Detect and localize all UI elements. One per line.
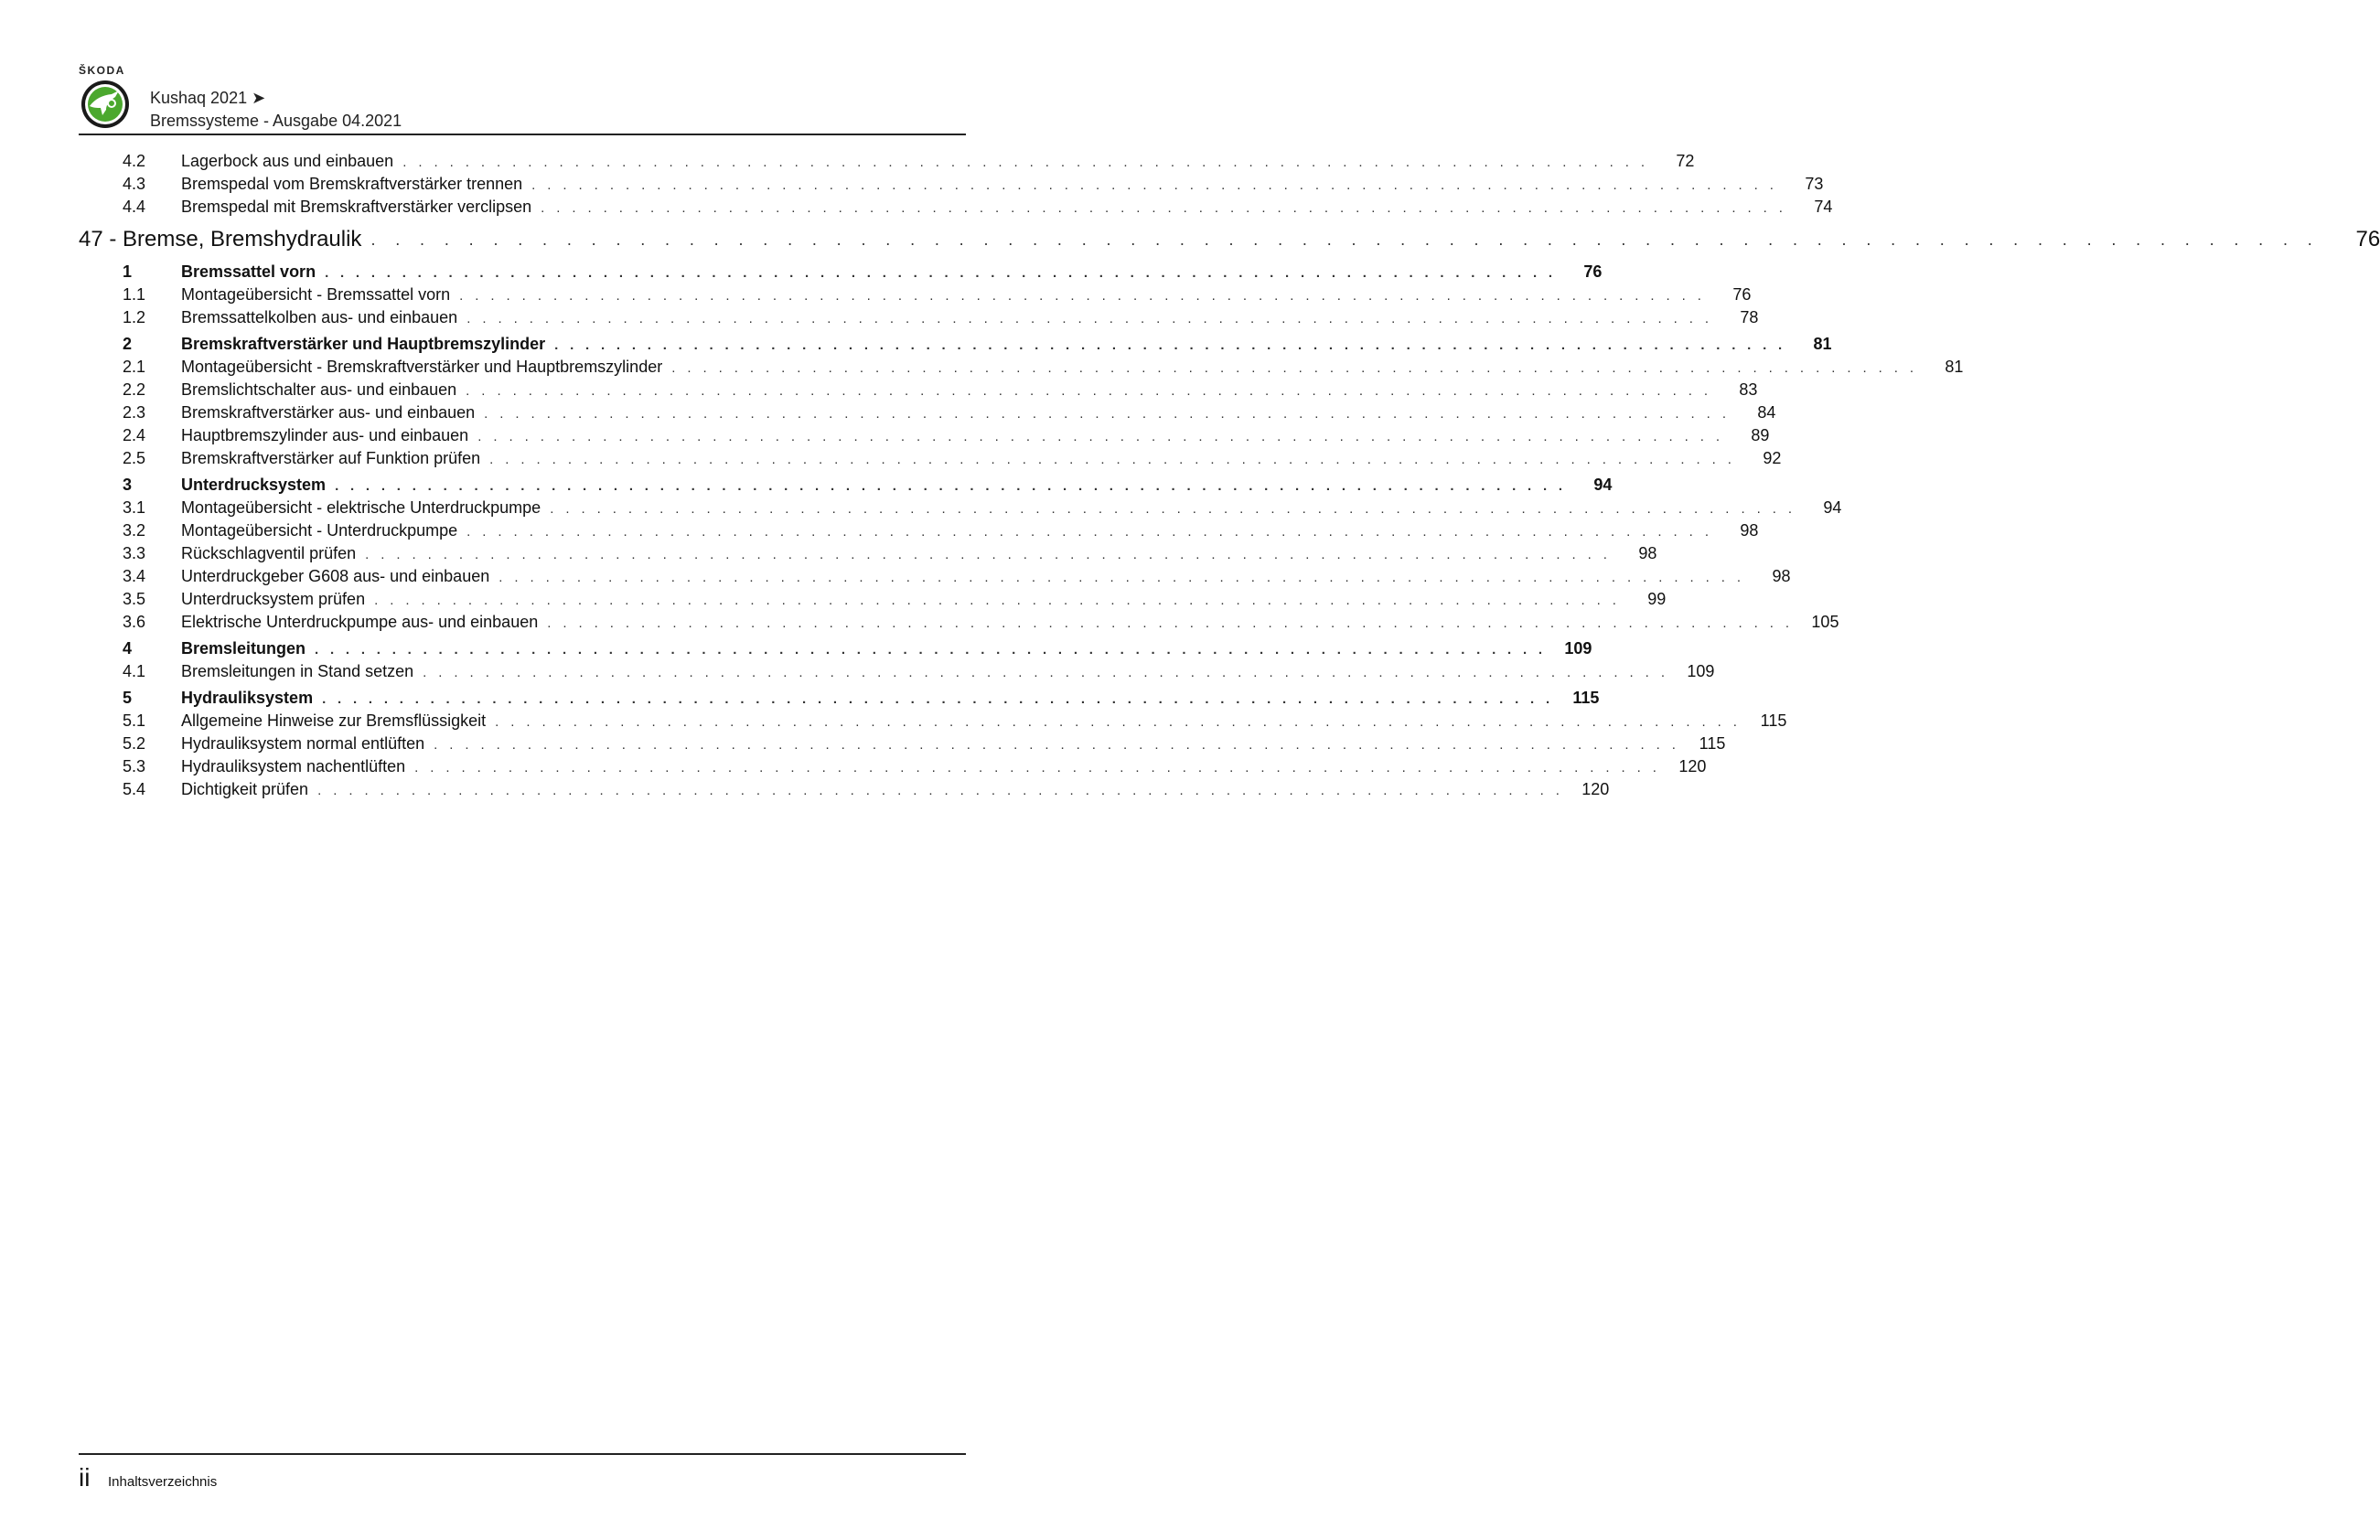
toc-entry-title: Unterdrucksystem: [181, 476, 327, 494]
header-divider: [79, 134, 966, 135]
toc-section-entry[interactable]: [79, 689, 1600, 711]
toc-entry-page: 94: [1823, 498, 1842, 517]
toc-entry-title: Bremslichtschalter aus- und einbauen: [181, 380, 457, 399]
toc-entry-page: 73: [1805, 175, 1824, 193]
toc-subsection-entry[interactable]: [79, 403, 1776, 426]
toc-dot-leader: . . . . . . . . . . . . . . . . . . . . . . . . . . . . . . . . . . . . . . . . . . . . . . . . . . . . . . . . . . . . . . . . . . . . . . . . . . . . . . . .: [550, 501, 1796, 517]
toc-dot-leader: . . . . . . . . . . . . . . . . . . . . . . . . . . . . . . . . . . . . . . . . . . . . . . . . . . . . . . . . . . . . . . . . . . . . . . . . . . . . . . . .: [495, 714, 1742, 730]
toc-entry-number: 5.4: [123, 780, 146, 798]
toc-subsection-entry[interactable]: [79, 498, 1842, 521]
toc-subsection-entry[interactable]: [79, 521, 1759, 544]
toc-subsection-entry[interactable]: [79, 198, 1833, 220]
toc-entry-page: 81: [1813, 335, 1832, 353]
toc-entry-page: 72: [1676, 152, 1695, 170]
toc-entry-page: 99: [1647, 590, 1667, 608]
toc-entry-title: Bremsleitungen in Stand setzen: [181, 662, 414, 680]
toc-dot-leader: . . . . . . . . . . . . . . . . . . . . . . . . . . . . . . . . . . . . . . . . . . . . . . . . . . . . . . . . . . . . . . . . . . . . . . . . . . . . . . . .: [325, 265, 1557, 281]
toc-entry-number: 5.3: [123, 757, 146, 775]
toc-entry-number: 3.1: [123, 498, 146, 517]
toc-entry-title: Hydrauliksystem nachentlüften: [181, 757, 406, 775]
toc-entry-number: 3.5: [123, 590, 146, 608]
toc-entry-title: Bremssattel vorn: [181, 262, 316, 281]
toc-entry-title: Unterdrucksystem prüfen: [181, 590, 366, 608]
toc-entry-number: 3: [123, 476, 133, 494]
toc-section-entry[interactable]: [79, 476, 1613, 498]
toc-dot-leader: . . . . . . . . . . . . . . . . . . . . . . . . . . . . . . . . . . . . . . . . . . . . . . . . . . . . . . . . . . . . . . . . . . . . . . . . . . . . . . . .: [402, 155, 1649, 170]
toc-entry-page: 98: [1772, 567, 1791, 585]
toc-dot-leader: . . . . . . . . . . . . . . . . . . . . . . . . . . . . . . . . . . . . . . . . . . . . . . . . . . . . . . . . . . . . . . . . . . . . . . . . . . . . . . . .: [541, 200, 1787, 216]
toc-section-entry[interactable]: [79, 335, 1832, 358]
toc-entry-number: 2: [123, 335, 133, 353]
toc-entry-title: Bremskraftverstärker aus- und einbauen: [181, 403, 476, 422]
toc-subsection-entry[interactable]: [79, 285, 1752, 308]
toc-entry-page: 105: [1811, 613, 1839, 631]
toc-subsection-entry[interactable]: [79, 175, 1824, 198]
toc-dot-leader: . . . . . . . . . . . . . . . . . . . . . . . . . . . . . . . . . . . . . . . . . . . . . . . . . . . . . . . . . . . . . . . . . . . . . . . . . . . . . . . .: [315, 642, 1547, 658]
toc-entry-number: 3.6: [123, 613, 146, 631]
toc-entry-page: 109: [1687, 662, 1715, 680]
toc-entry-page: 98: [1638, 544, 1657, 562]
toc-entry-page: 92: [1763, 449, 1782, 467]
toc-entry-number: 4.4: [123, 198, 146, 216]
toc-entry-number: 4: [123, 639, 133, 658]
toc-subsection-entry[interactable]: [79, 613, 1839, 636]
toc-subsection-entry[interactable]: [79, 757, 1707, 780]
toc-entry-title: Dichtigkeit prüfen: [181, 780, 309, 798]
toc-subsection-entry[interactable]: [79, 734, 1726, 757]
toc-dot-leader: . . . . . . . . . . . . . . . . . . . . . . . . . . . . . . . . . . . . . . . . . . . . . . . . . . . . . . . . . . . . . . . . . . . . . . . . . . . . . . . .: [531, 177, 1778, 193]
toc-entry-page: 120: [1678, 757, 1707, 775]
toc-entry-number: 2.3: [123, 403, 146, 422]
toc-entry-title: Unterdruckgeber G608 aus- und einbauen: [181, 567, 490, 585]
toc-dot-leader: . . . . . . . . . . . . . . . . . . . . . . . . . . . . . . . . . . . . . . . . . . . . . . . . . . . . . . . . . . . . . . . . . . . . . . . . . . . . . . . .: [317, 783, 1564, 798]
toc-subsection-entry[interactable]: [79, 662, 1715, 685]
toc-entry-number: 4.1: [123, 662, 146, 680]
toc-entry-page: 76: [1583, 262, 1603, 281]
toc-entry-title: Hydrauliksystem: [181, 689, 314, 707]
toc-entry-page: 115: [1699, 734, 1726, 753]
toc-entry-title: Bremsleitungen: [181, 639, 306, 658]
brand-wordmark: ŠKODA: [79, 64, 125, 77]
toc-dot-leader: . . . . . . . . . . . . . . . . . . . . . . . . . . . . . . . . . . . . . . . . . . . . . . . . . . . . . . . . . . . . . . . . . . . . . . . . . . . . . . . .: [370, 230, 2321, 249]
toc-entry-page: 109: [1564, 639, 1592, 658]
toc-entry-page: 84: [1757, 403, 1776, 422]
toc-entry-page: 120: [1581, 780, 1610, 798]
toc-entry-number: 1: [123, 262, 133, 281]
toc-entry-page: 98: [1740, 521, 1759, 540]
toc-entry-number: 2.4: [123, 426, 146, 444]
toc-section-entry[interactable]: [79, 639, 1592, 662]
toc-dot-leader: . . . . . . . . . . . . . . . . . . . . . . . . . . . . . . . . . . . . . . . . . . . . . . . . . . . . . . . . . . . . . . . . . . . . . . . . . . . . . . . .: [671, 360, 1918, 376]
toc-entry-number: 5.1: [123, 711, 146, 730]
toc-subsection-entry[interactable]: [79, 308, 1759, 331]
toc-entry-page: 74: [1814, 198, 1833, 216]
toc-entry-number: 3.4: [123, 567, 146, 585]
toc-dot-leader: . . . . . . . . . . . . . . . . . . . . . . . . . . . . . . . . . . . . . . . . . . . . . . . . . . . . . . . . . . . . . . . . . . . . . . . . . . . . . . . .: [484, 406, 1731, 422]
toc-chapter-entry[interactable]: [79, 220, 2380, 259]
toc-subsection-entry[interactable]: [79, 152, 1695, 175]
toc-entry-page: 83: [1739, 380, 1758, 399]
toc-entry-title: Elektrische Unterdruckpumpe aus- und einbauen: [181, 613, 539, 631]
toc-entry-title: Montageübersicht - Bremssattel vorn: [181, 285, 451, 304]
toc-entry-page: 89: [1751, 426, 1770, 444]
toc-entry-title: Bremspedal mit Bremskraftverstärker verclipsen: [181, 198, 532, 216]
toc-entry-page: 76: [2355, 227, 2380, 251]
toc-dot-leader: . . . . . . . . . . . . . . . . . . . . . . . . . . . . . . . . . . . . . . . . . . . . . . . . . . . . . . . . . . . . . . . . . . . . . . . . . . . . . . . .: [414, 760, 1661, 775]
toc-subsection-entry[interactable]: [79, 567, 1791, 590]
toc-subsection-entry[interactable]: [79, 544, 1657, 567]
toc-dot-leader: . . . . . . . . . . . . . . . . . . . . . . . . . . . . . . . . . . . . . . . . . . . . . . . . . . . . . . . . . . . . . . . . . . . . . . . . . . . . . . . .: [499, 570, 1745, 585]
toc-entry-page: 115: [1572, 689, 1600, 707]
toc-dot-leader: . . . . . . . . . . . . . . . . . . . . . . . . . . . . . . . . . . . . . . . . . . . . . . . . . . . . . . . . . . . . . . . . . . . . . . . . . . . . . . . .: [466, 383, 1712, 399]
toc-entry-number: 2.2: [123, 380, 146, 399]
footer-divider: [79, 1453, 966, 1455]
page-number: ii: [79, 1463, 91, 1492]
toc-entry-title: 47 - Bremse, Bremshydraulik: [79, 227, 362, 251]
toc-subsection-entry[interactable]: [79, 358, 1964, 380]
skoda-logo-icon: [79, 79, 132, 130]
toc-entry-page: 76: [1732, 285, 1752, 304]
toc-subsection-entry[interactable]: [79, 711, 1787, 734]
toc-entry-number: 2.1: [123, 358, 146, 376]
toc-entry-number: 5.2: [123, 734, 146, 753]
toc-dot-leader: . . . . . . . . . . . . . . . . . . . . . . . . . . . . . . . . . . . . . . . . . . . . . . . . . . . . . . . . . . . . . . . . . . . . . . . . . . . . . . . .: [423, 665, 1669, 680]
toc-entry-title: Rückschlagventil prüfen: [181, 544, 357, 562]
toc-entry-number: 5: [123, 689, 133, 707]
toc-dot-leader: . . . . . . . . . . . . . . . . . . . . . . . . . . . . . . . . . . . . . . . . . . . . . . . . . . . . . . . . . . . . . . . . . . . . . . . . . . . . . . . .: [459, 288, 1706, 304]
toc-dot-leader: . . . . . . . . . . . . . . . . . . . . . . . . . . . . . . . . . . . . . . . . . . . . . . . . . . . . . . . . . . . . . . . . . . . . . . . . . . . . . . . .: [335, 478, 1567, 494]
footer-section-title: Inhaltsverzeichnis: [108, 1474, 218, 1490]
toc-subsection-entry[interactable]: [79, 590, 1667, 613]
toc-entry-title: Bremskraftverstärker und Hauptbremszylinder: [181, 335, 546, 353]
toc-subsection-entry[interactable]: [79, 780, 1610, 803]
toc-entry-title: Hydrauliksystem normal entlüften: [181, 734, 425, 753]
toc-entry-title: Montageübersicht - elektrische Unterdruckpumpe: [181, 498, 541, 517]
toc-entry-page: 94: [1593, 476, 1613, 494]
toc-dot-leader: . . . . . . . . . . . . . . . . . . . . . . . . . . . . . . . . . . . . . . . . . . . . . . . . . . . . . . . . . . . . . . . . . . . . . . . . . . . . . . . .: [434, 737, 1680, 753]
toc-dot-leader: . . . . . . . . . . . . . . . . . . . . . . . . . . . . . . . . . . . . . . . . . . . . . . . . . . . . . . . . . . . . . . . . . . . . . . . . . . . . . . . .: [547, 615, 1794, 631]
toc-entry-number: 2.5: [123, 449, 146, 467]
toc-subsection-entry[interactable]: [79, 449, 1782, 472]
toc-dot-leader: . . . . . . . . . . . . . . . . . . . . . . . . . . . . . . . . . . . . . . . . . . . . . . . . . . . . . . . . . . . . . . . . . . . . . . . . . . . . . . . .: [322, 691, 1554, 707]
toc-subsection-entry[interactable]: [79, 426, 1770, 449]
toc-entry-page: 78: [1740, 308, 1759, 326]
toc-entry-number: 3.3: [123, 544, 146, 562]
toc-subsection-entry[interactable]: [79, 380, 1758, 403]
toc-entry-title: Allgemeine Hinweise zur Bremsflüssigkeit: [181, 711, 487, 730]
toc-entry-title: Bremskraftverstärker auf Funktion prüfen: [181, 449, 481, 467]
toc-entry-number: 3.2: [123, 521, 146, 540]
toc-entry-title: Lagerbock aus und einbauen: [181, 152, 394, 170]
toc-entry-number: 4.2: [123, 152, 146, 170]
toc-dot-leader: . . . . . . . . . . . . . . . . . . . . . . . . . . . . . . . . . . . . . . . . . . . . . . . . . . . . . . . . . . . . . . . . . . . . . . . . . . . . . . . .: [477, 429, 1724, 444]
toc-section-entry[interactable]: [79, 262, 1603, 285]
toc-entry-number: 1.1: [123, 285, 146, 304]
toc-dot-leader: . . . . . . . . . . . . . . . . . . . . . . . . . . . . . . . . . . . . . . . . . . . . . . . . . . . . . . . . . . . . . . . . . . . . . . . . . . . . . . . .: [466, 524, 1713, 540]
toc-entry-number: 1.2: [123, 308, 146, 326]
toc-entry-number: 4.3: [123, 175, 146, 193]
toc-dot-leader: . . . . . . . . . . . . . . . . . . . . . . . . . . . . . . . . . . . . . . . . . . . . . . . . . . . . . . . . . . . . . . . . . . . . . . . . . . . . . . . .: [365, 547, 1612, 562]
table-of-contents: [79, 152, 2380, 803]
toc-dot-leader: . . . . . . . . . . . . . . . . . . . . . . . . . . . . . . . . . . . . . . . . . . . . . . . . . . . . . . . . . . . . . . . . . . . . . . . . . . . . . . . .: [374, 593, 1621, 608]
document-subtitle: Bremssysteme - Ausgabe 04.2021: [150, 112, 402, 130]
toc-entry-title: Hauptbremszylinder aus- und einbauen: [181, 426, 469, 444]
document-title: Kushaq 2021 ➤: [150, 89, 266, 107]
toc-entry-title: Montageübersicht - Unterdruckpumpe: [181, 521, 458, 540]
toc-dot-leader: . . . . . . . . . . . . . . . . . . . . . . . . . . . . . . . . . . . . . . . . . . . . . . . . . . . . . . . . . . . . . . . . . . . . . . . . . . . . . . . .: [489, 452, 1736, 467]
toc-entry-page: 115: [1760, 711, 1787, 730]
toc-entry-page: 81: [1945, 358, 1964, 376]
toc-dot-leader: . . . . . . . . . . . . . . . . . . . . . . . . . . . . . . . . . . . . . . . . . . . . . . . . . . . . . . . . . . . . . . . . . . . . . . . . . . . . . . . .: [554, 337, 1786, 353]
toc-entry-title: Bremspedal vom Bremskraftverstärker trennen: [181, 175, 523, 193]
toc-dot-leader: . . . . . . . . . . . . . . . . . . . . . . . . . . . . . . . . . . . . . . . . . . . . . . . . . . . . . . . . . . . . . . . . . . . . . . . . . . . . . . . .: [466, 311, 1713, 326]
toc-entry-title: Bremssattelkolben aus- und einbauen: [181, 308, 458, 326]
toc-entry-title: Montageübersicht - Bremskraftverstärker und Hauptbremszylinder: [181, 358, 663, 376]
